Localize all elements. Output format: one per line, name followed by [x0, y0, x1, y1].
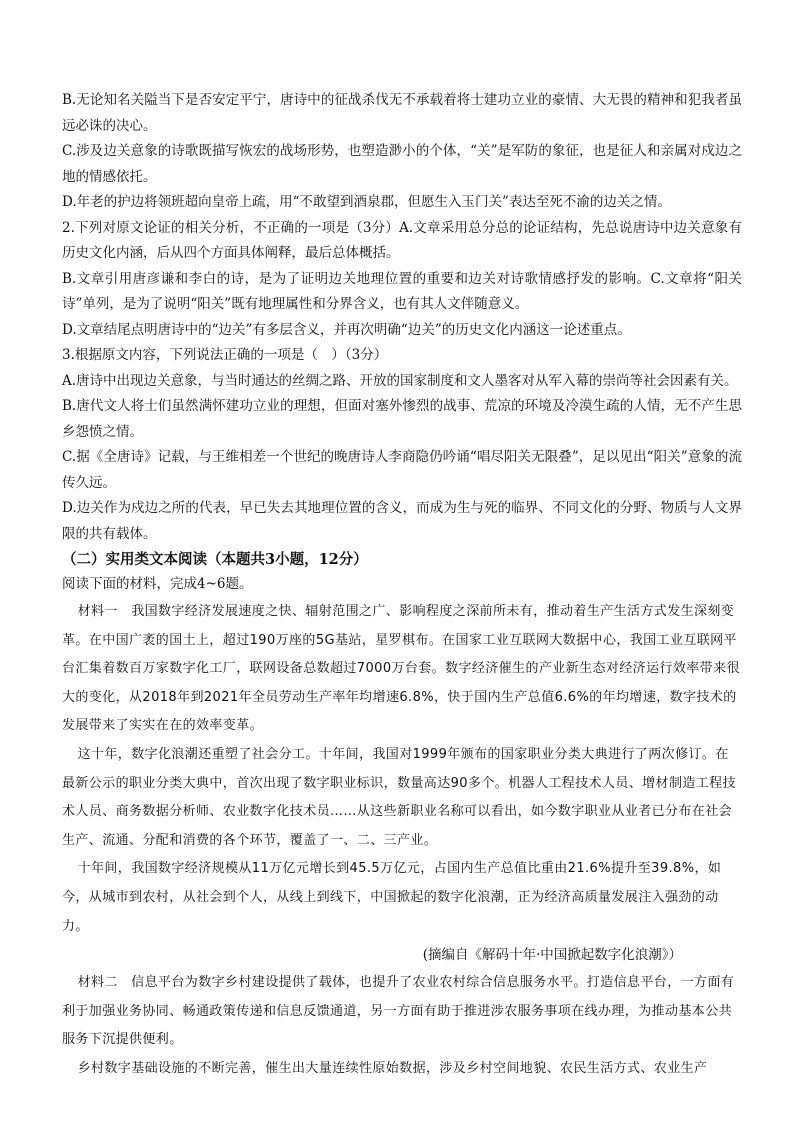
material2-paragraph-2: 乡村数字基础设施的不断完善，催生出大量连续性原始数据，涉及乡村空间地貌、农民生活方式、农业生产: [77, 1060, 708, 1076]
document-page: [62, 88, 742, 1084]
material1-paragraph-2: 这十年，数字化浪潮还重塑了社会分工。十年间，我国对1999年颁布的国家职业分类大典进行了两次修订。在最新公示的职业分类大典中，首次出现了数字职业标识，数量高达90多个。机器人工程技术人员、增材制造工程技术人员、商务数据分析师、农业数字化技术员……从这些新职业名称可以看出，如今数字职业从业者已分布在社会生产、流通、分配和消费的各个环节，覆盖了一、二、三产业。: [62, 746, 736, 848]
q3-option-a: A.唐诗中出现边关意象，与当时通达的丝绸之路、开放的国家制度和文人墨客对从军入幕的崇尚等社会因素有关。: [62, 372, 738, 389]
material2-paragraph-1: 材料二 信息平台为数字乡村建设提供了载体，也提升了农业农村综合信息服务水平。打造信息平台，一方面有利于加强业务协同、畅通政策传递和信息反馈通道，另一方面有助于推进涉农服务事项在线办理，为推动基本公共服务下沉提供便利。: [62, 975, 735, 1048]
q2-options-bc: B.文章引用唐彦谦和李白的诗，是为了证明边关地理位置的重要和边关对诗歌情感抒发的影响。C.文章将“阳关诗”单列，是为了说明“阳关”既有地理属性和分界含义，也有其人文伴随意义。: [62, 270, 742, 312]
q2-stem: 2.下列对原文论证的相关分析，不正确的一项是（3分）A.文章采用总分总的论证结构，先总说唐诗中边关意象有历史文化内涵，后从四个方面具体阐释，最后总体概括。: [62, 219, 742, 261]
material1-paragraph-1: 材料一 我国数字经济发展速度之快、辐射范围之广、影响程度之深前所未有，推动着生产生活方式发生深刻变革。在中国广袤的国土上，超过190万座的5G基站，星罗棋布。在国家工业互联网大数据中心，我国工业互联网平台汇集着数百万家数字化工厂，联网设备总数超过7000万台套。数字经济催生的产业新生态对经济运行效率带来很大的变化，从2018年到2021年全员劳动生产率年均增速6.8%，快于国内生产总值6.6%的年均增速，数字技术的发展带来了实实在在的效率变革。: [62, 604, 740, 734]
q3-option-c: C.据《全唐诗》记载，与王维相差一个世纪的晚唐诗人李商隐仍吟诵“唱尽阳关无限叠”，足以见出“阳关”意象的流传久远。: [62, 449, 742, 491]
section-heading: （二）实用类文本阅读（本题共3小题，12分）: [62, 551, 368, 568]
q1-option-d: D.年老的护边将领班超向皇帝上疏，用“不敢望到酒泉郡，但愿生入玉门关”表达至死不渝的边关之情。: [62, 194, 671, 210]
q1-option-b: B.无论知名关隘当下是否安定平宁，唐诗中的征战杀伐无不承载着将士建功立业的豪情、大无畏的精神和犯我者虽远必诛的决心。: [62, 92, 742, 134]
section-instruction: 阅读下面的材料，完成4~6题。: [62, 576, 253, 592]
q3-stem: 3.根据原文内容，下列说法正确的一项是（ ）（3分）: [62, 347, 388, 363]
q2-option-d: D.文章结尾点明唐诗中的“边关”有多层含义，并再次明确“边关”的历史文化内涵这一论述重点。: [62, 321, 631, 338]
material1-paragraph-3: 十年间，我国数字经济规模从11万亿元增长到45.5万亿元，占国内生产总值比重由21.6%提升至39.8%，如今，从城市到农村，从社会到个人，从线上到线下，中国掀起的数字化浪潮，正为经济高质量发展注入强劲的动力。: [62, 861, 722, 934]
q3-option-b: B.唐代文人将士们虽然满怀建功立业的理想，但面对塞外惨烈的战事、荒凉的环境及冷漠生疏的人情，无不产生思乡怨愤之情。: [62, 398, 742, 440]
material1-citation: (摘编自《解码十年·中国掀起数字化浪潮》）: [422, 947, 682, 964]
q1-option-c: C.涉及边关意象的诗歌既描写恢宏的战场形势，也塑造渺小的个体，“关”是军防的象征，也是征人和亲属对戍边之地的情感依托。: [62, 143, 742, 185]
q3-option-d: D.边关作为戍边之所的代表，早已失去其地理位置的含义，而成为生与死的临界、不同文化的分野、物质与人文界限的共有载体。: [62, 500, 742, 542]
